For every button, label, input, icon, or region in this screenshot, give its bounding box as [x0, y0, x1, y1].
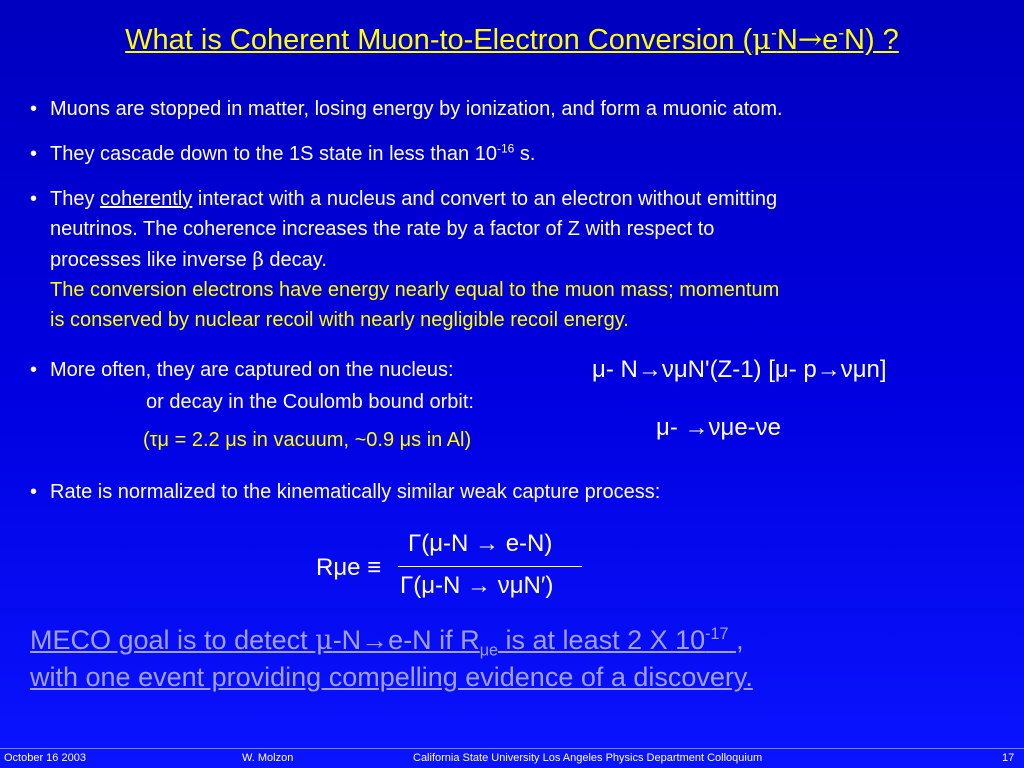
bullet-dot: •: [30, 143, 38, 165]
bullet-4-text: More often, they are captured on the nucleus:: [50, 359, 454, 381]
fraction-bar: [398, 566, 582, 567]
bullet-dot: •: [30, 481, 38, 503]
footer-divider: [0, 748, 1024, 749]
footer-venue: California State University Los Angeles Physics Department Colloquium: [413, 752, 763, 764]
bullet-4: [30, 355, 454, 385]
capture-equation: μ- N→νμN'(Z-1) [μ- p→νμn]: [592, 356, 887, 383]
footer-date: October 16 2003: [4, 752, 86, 764]
highlight-line-1: The conversion electrons have energy nearly equal to the muon mass; momentum: [50, 279, 780, 301]
bullet-1: [30, 94, 783, 124]
bullet-2: [30, 139, 535, 169]
bullet-3: [30, 184, 1000, 335]
ratio-lhs: Rμe ≡: [316, 554, 382, 581]
bullet-5: [30, 477, 660, 507]
bullet-2-text: They cascade down to the 1S state in less than $10^{-16}$ s.: [50, 141, 536, 165]
page-number: 17: [1002, 752, 1015, 764]
highlight-line-2: is conserved by nuclear recoil with nearly negligible recoil energy.: [50, 309, 629, 331]
bullet-1-text: Muons are stopped in matter, losing energy by ionization, and form a muonic atom.: [50, 98, 783, 120]
bullet-dot: •: [30, 98, 38, 120]
meco-goal: MECO goal is to detect μ-N→e-N if $R_{\mu e}$ is at least 2 X $10^{-17}$ , with one event providing compelling evidence of a discovery.: [30, 625, 753, 692]
decay-equation: μ- →νμe-νe: [656, 414, 782, 441]
bullet-dot: •: [30, 359, 38, 381]
bullet-dot: •: [30, 188, 38, 210]
bullet-4-line-2: or decay in the Coulomb bound orbit:: [146, 391, 474, 413]
ratio-denominator: Γ(μ-N → νμN′): [400, 572, 554, 599]
bullet-3-text: They coherently interact with a nucleus and convert to an electron without emitting neutrinos. The coherence increases the rate by a factor of Z with respect to processes like inverse β decay. The conversion electrons have energy nearly equal to the muon mass; momentum is conserved by nuclear recoil with nearly negligible recoil energy.: [50, 184, 1000, 335]
muon-lifetime: (τμ = 2.2 μs in vacuum, ~0.9 μs in Al): [143, 429, 472, 451]
bullet-5-text: Rate is normalized to the kinematically similar weak capture process:: [50, 481, 661, 503]
footer-author: W. Molzon: [242, 752, 294, 764]
ratio-numerator: Γ(μ-N → e-N): [408, 530, 553, 557]
slide-title: What is Coherent Muon-to-Electron Conversion (μ-N→e-N) ?: [125, 22, 899, 56]
